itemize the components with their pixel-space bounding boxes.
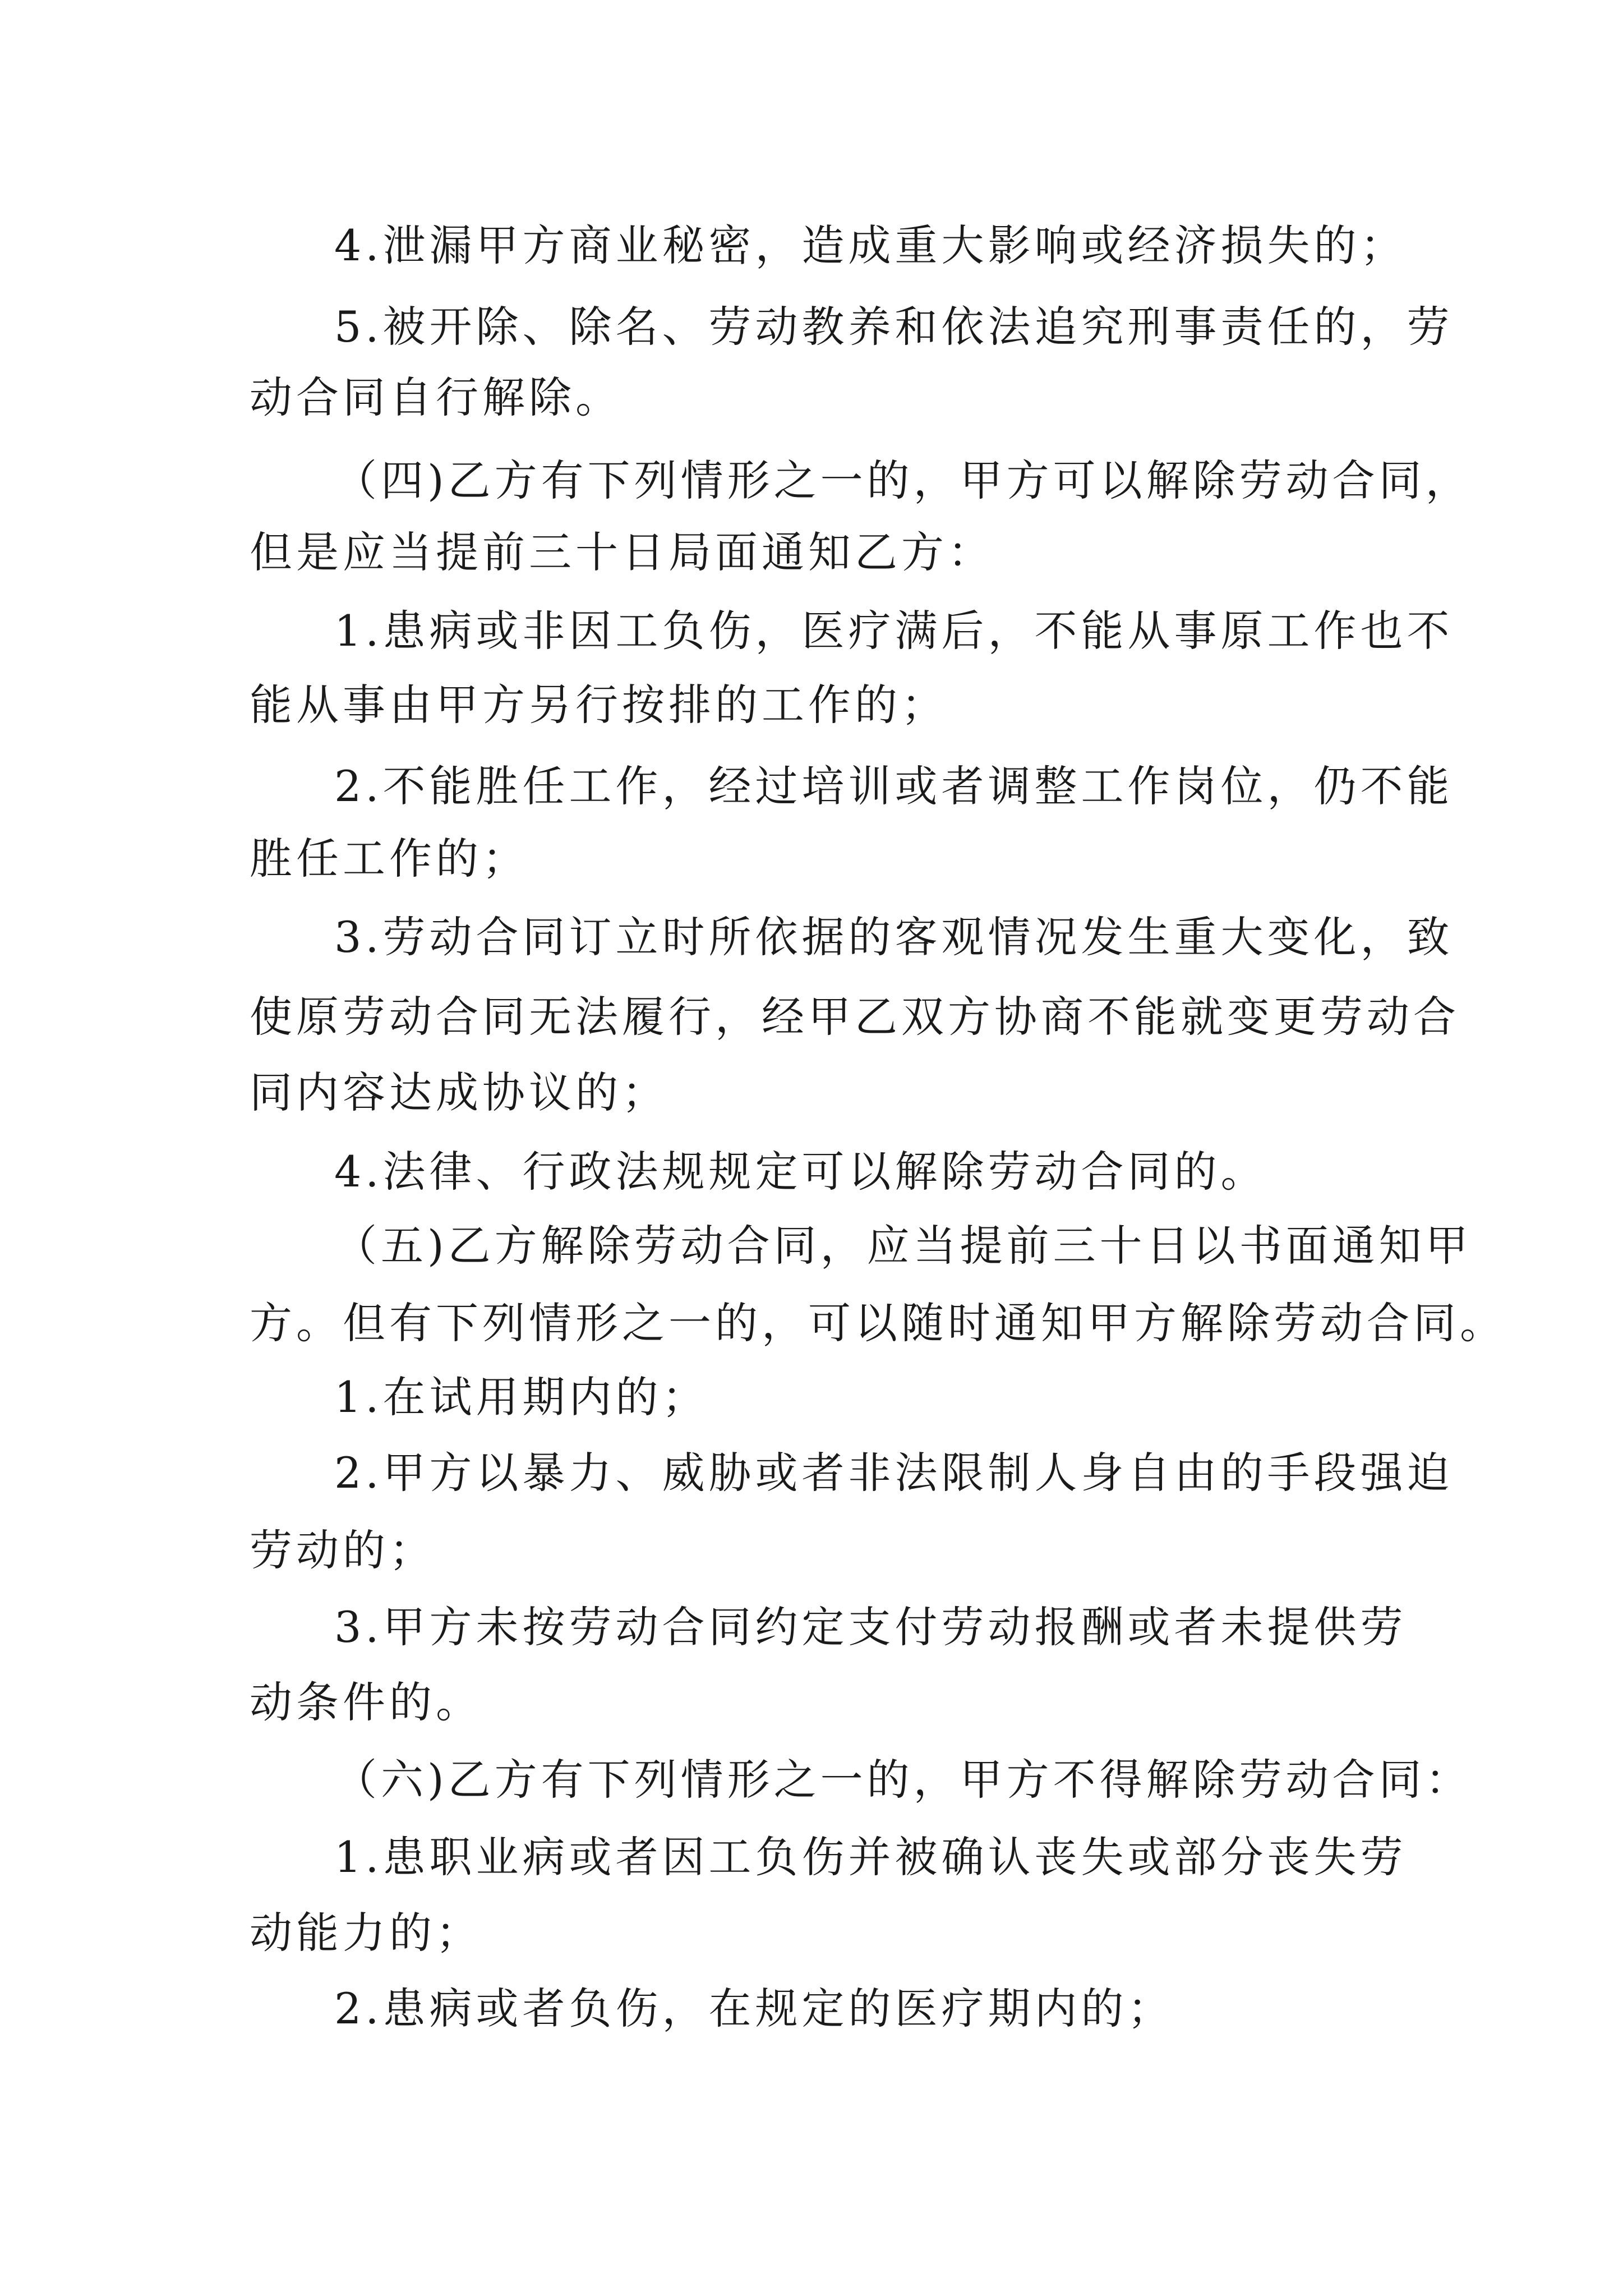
text-line: 动合同自行解除。 (250, 372, 622, 422)
text-line: 同内容达成协议的； (250, 1068, 668, 1117)
text-line: 使原劳动合同无法履行，经甲乙双方协商不能就变更劳动合 (250, 992, 1460, 1042)
text-line: 动条件的。 (250, 1677, 482, 1727)
text-line: 1.患病或非因工负伤，医疗满后，不能从事原工作也不 (334, 606, 1454, 656)
text-line: 能从事由甲方另行按排的工作的； (250, 680, 948, 730)
text-line: 3.甲方未按劳动合同约定支付劳动报酬或者未提供劳 (334, 1602, 1407, 1652)
text-line: （四)乙方有下列情形之一的，甲方可以解除劳动合同， (334, 455, 1472, 505)
text-line: 方。但有下列情形之一的，可以随时通知甲方解除劳动合同。 (250, 1298, 1506, 1348)
text-line: 4.泄漏甲方商业秘密，造成重大影响或经济损失的； (334, 220, 1407, 270)
text-line: 但是应当提前三十日局面通知乙方： (250, 527, 994, 577)
text-line: 3.劳动合同订立时所依据的客观情况发生重大变化，致 (334, 912, 1454, 962)
text-line: （五)乙方解除劳动合同，应当提前三十日以书面通知甲 (334, 1221, 1472, 1271)
text-line: 胜任工作的； (250, 834, 529, 884)
text-line: 劳动的； (250, 1525, 436, 1575)
text-line: 2.不能胜任工作，经过培训或者调整工作岗位，仍不能 (334, 761, 1454, 811)
text-line: 2.甲方以暴力、威胁或者非法限制人身自由的手段强迫 (334, 1448, 1454, 1498)
text-line: 1.患职业病或者因工负伤并被确认丧失或部分丧失劳 (334, 1832, 1407, 1882)
text-line: 2.患病或者负伤，在规定的医疗期内的； (334, 1984, 1174, 2033)
text-line: 5.被开除、除名、劳动教养和依法追究刑事责任的，劳 (334, 302, 1454, 352)
text-line: （六)乙方有下列情形之一的，甲方不得解除劳动合同： (334, 1755, 1472, 1805)
text-line: 4.法律、行政法规规定可以解除劳动合同的。 (334, 1147, 1267, 1197)
text-line: 1.在试用期内的； (334, 1372, 709, 1422)
text-line: 动能力的； (250, 1908, 482, 1958)
